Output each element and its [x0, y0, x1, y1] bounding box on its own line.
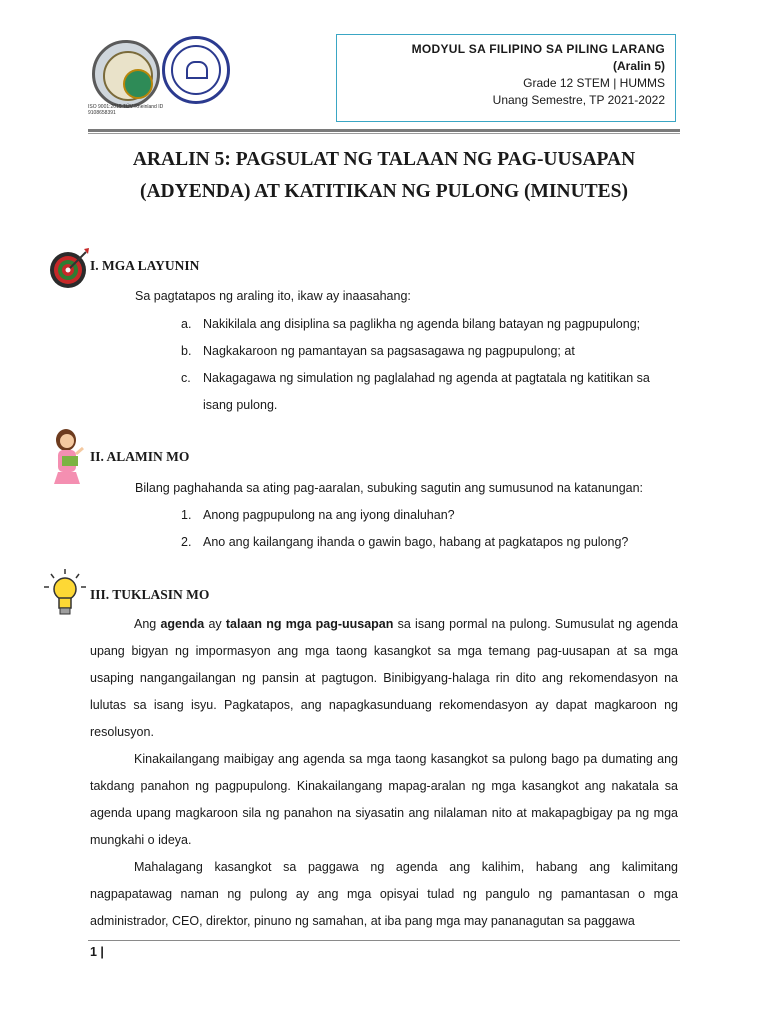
- lesson-title-line1: ARALIN 5: PAGSULAT NG TALAAN NG PAG-UUSAPAN: [132, 149, 636, 170]
- section-heading-layunin: I. MGA LAYUNIN: [90, 258, 200, 273]
- reading-teacher-icon: [50, 428, 86, 486]
- lesson-number: (Aralin 5): [612, 59, 665, 73]
- text-run: Kinakailangang maibigay ang agenda sa mga taong kasangkot sa pulong bago pa dumating ang takdang panahon ng pagpupulong. Kinakailangang mapag-aralan ng mga kasangkot ang nakatala sa agenda upang magkaroon sila ng panahon na siyasatin ang nilalaman nito at makapagbigay pa ng mga mungkahi o ideya.: [90, 752, 678, 847]
- list-item: Anong pagpupulong na ang iyong dinaluhan?: [203, 508, 455, 522]
- paragraph-agenda-secretary: [90, 854, 678, 935]
- lesson-title-line2: (ADYENDA) AT KATITIKAN NG PULONG (MINUTES): [139, 181, 629, 202]
- iso-certification-text: ISO 9001:2015 TÜV Rheinland ID 9108658391: [88, 104, 164, 116]
- module-title: MODYUL SA FILIPINO SA PILING LARANG: [411, 42, 665, 56]
- list-item: Nakagagawa ng simulation ng paglalahad ng agenda at pagtatala ng katitikan sa: [203, 371, 650, 385]
- text-run: Ang: [134, 617, 161, 631]
- list-item: Ano ang kailangang ihanda o gawin bago, habang at pagkatapos ng pulong?: [203, 535, 629, 549]
- alamin-intro: Bilang paghahanda sa ating pag-aaralan, subuking sagutin ang sumusunod na katanungan:: [135, 481, 644, 495]
- list-item: Nakikilala ang disiplina sa paglikha ng agenda bilang batayan ng pagpupulong;: [203, 317, 641, 331]
- bold-term-agenda: agenda: [160, 617, 205, 631]
- text-run: ay: [204, 617, 226, 631]
- list-marker: a.: [181, 317, 192, 331]
- dartboard-icon: [48, 246, 90, 292]
- list-item-continuation: isang pulong.: [203, 398, 278, 412]
- bold-term-definition: talaan ng mga pag-uusapan: [225, 617, 394, 631]
- list-marker: 2.: [181, 535, 192, 549]
- list-item: Nagkakaroon ng pamantayan sa pagsasagawa ng pagpupulong; at: [203, 344, 575, 358]
- list-marker: c.: [181, 371, 191, 385]
- school-seal-logo: [92, 40, 160, 108]
- lesson-title: [60, 144, 708, 208]
- list-marker: b.: [181, 344, 192, 358]
- paragraph-agenda-definition: [90, 611, 678, 746]
- lightbulb-icon: [42, 568, 88, 618]
- text-run: Mahalagang kasangkot sa paggawa ng agenda ang kalihim, habang ang kalimitang nagpapatawag naman ng pulong ay ang mga opisyai tulad ng pangulo ng pamantasan o mga administrador, CEO, direktor, pinuno ng samahan, at iba pang mga may pananagutan sa paggawa: [90, 860, 678, 928]
- university-seal-logo: [162, 36, 230, 104]
- layunin-intro: Sa pagtatapos ng araling ito, ikaw ay inaasahang:: [135, 289, 411, 303]
- semester: Unang Semestre, TP 2021-2022: [492, 93, 665, 107]
- footer-divider: [88, 940, 680, 941]
- section-heading-alamin: II. ALAMIN MO: [90, 449, 190, 464]
- page-number: 1 |: [90, 945, 104, 959]
- module-header-box: [336, 34, 676, 122]
- paragraph-agenda-distribution: [90, 746, 678, 854]
- header-divider-thin: [88, 133, 680, 134]
- grade-strand: Grade 12 STEM | HUMMS: [523, 76, 665, 90]
- section-heading-tuklasin: III. TUKLASIN MO: [90, 587, 210, 602]
- text-run: sa isang pormal na pulong. Sumusulat ng agenda upang bigyan ng impormasyon ang mga taong kasangkot sa mga temang pag-uusapan at sa mga usaping nangangailangan ng pansin at pagtugon. Binibigyang-halaga rin dito ang rekomendasyon na lulutas sa isang isyu. Pagkatapos, ang napagkasunduang rekomendasyon ay dapat magkaroon ng resolusyon.: [90, 617, 678, 739]
- header-divider: [88, 129, 680, 132]
- list-marker: 1.: [181, 508, 192, 522]
